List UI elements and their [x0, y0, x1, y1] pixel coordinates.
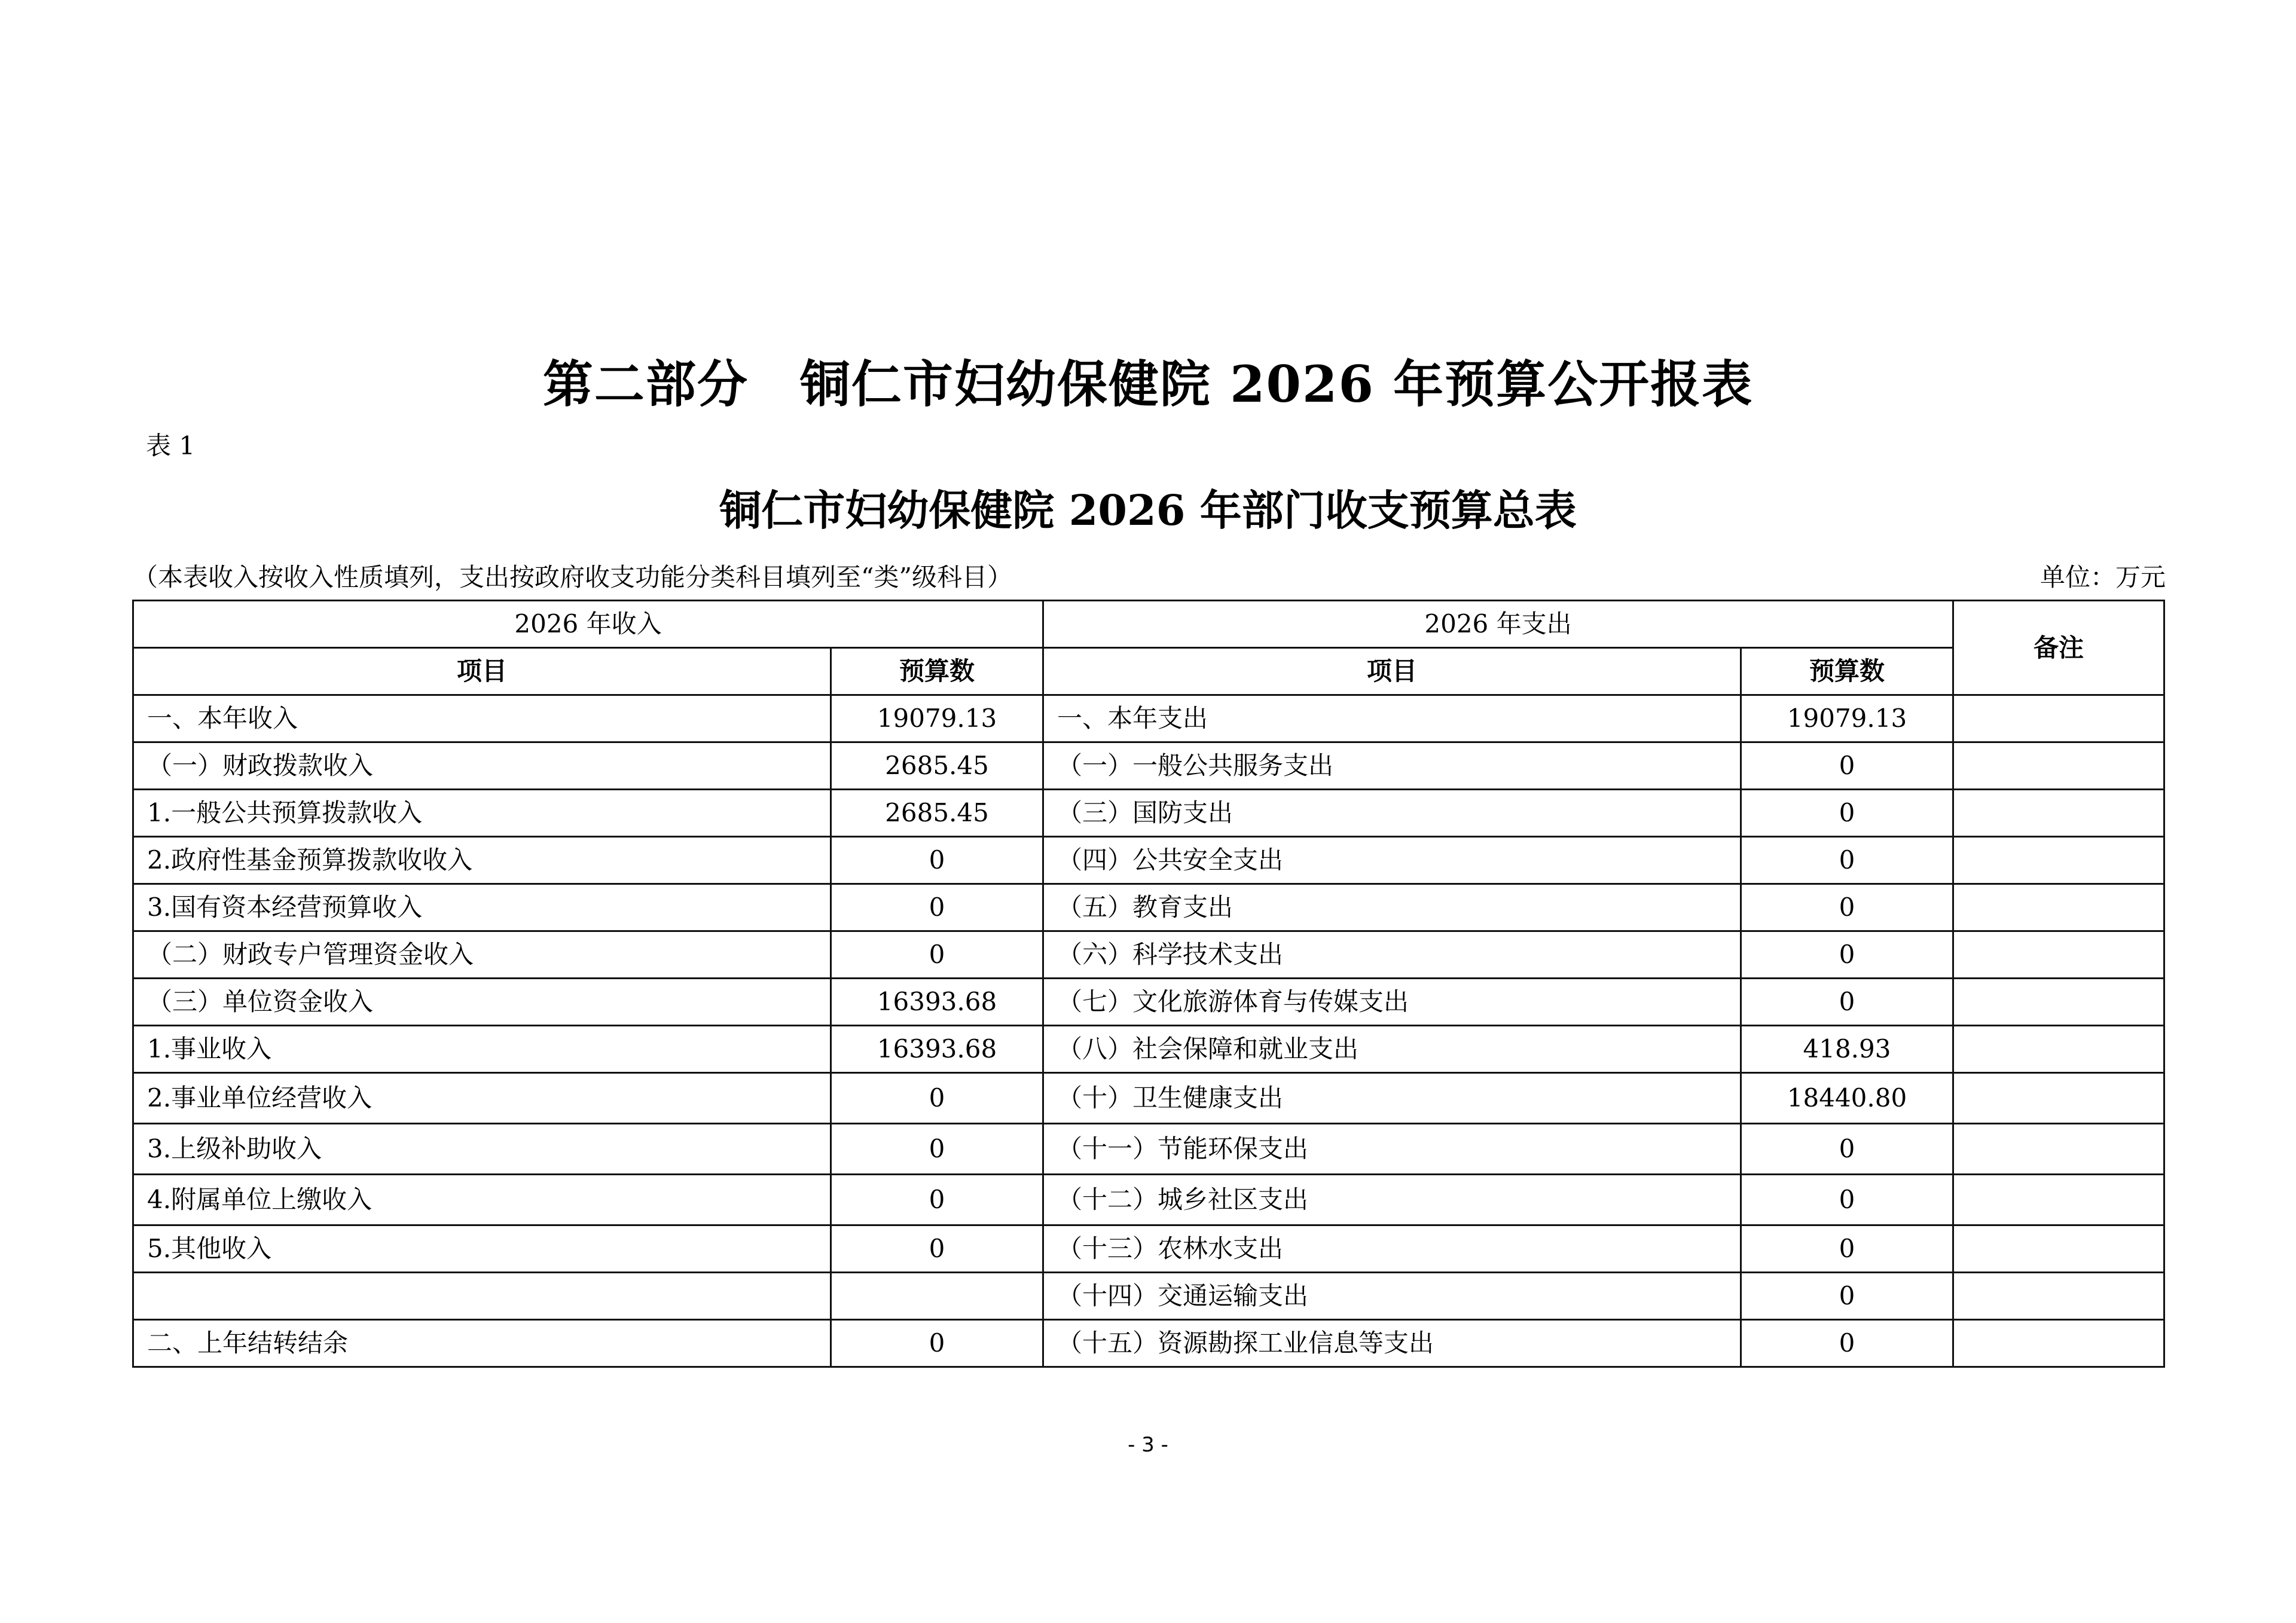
expense-item-cell: （五）教育支出: [1043, 884, 1741, 931]
page-number: - 3 -: [1128, 1433, 1168, 1457]
income-item-cell: [133, 1273, 831, 1320]
remark-cell: [1953, 695, 2164, 742]
income-amount-cell: 0: [831, 837, 1043, 884]
expense-item-cell: （十三）农林水支出: [1043, 1225, 1741, 1273]
expense-group-header: 2026 年支出: [1043, 601, 1953, 648]
income-amount-cell: 0: [831, 1225, 1043, 1273]
income-item-cell: （三）单位资金收入: [133, 979, 831, 1026]
remark-cell: [1953, 1273, 2164, 1320]
expense-item-cell: （七）文化旅游体育与传媒支出: [1043, 979, 1741, 1026]
remark-cell: [1953, 837, 2164, 884]
income-item-cell: 2.政府性基金预算拨款收收入: [133, 837, 831, 884]
income-amount-cell: 0: [831, 884, 1043, 931]
expense-item-header: 项目: [1043, 648, 1741, 695]
income-item-cell: 二、上年结转结余: [133, 1320, 831, 1367]
table-row: [133, 695, 2164, 742]
table-row: [133, 1073, 2164, 1124]
table-row: [133, 837, 2164, 884]
page-title: 第二部分 铜仁市妇幼保健院 2026 年预算公开报表: [542, 354, 1754, 414]
income-item-cell: （二）财政专户管理资金收入: [133, 931, 831, 979]
remark-cell: [1953, 1175, 2164, 1225]
income-amount-header: 预算数: [831, 648, 1043, 695]
remark-cell: [1953, 1026, 2164, 1073]
table-title: 铜仁市妇幼保健院 2026 年部门收支预算总表: [719, 485, 1577, 535]
expense-item-cell: （六）科学技术支出: [1043, 931, 1741, 979]
table-row: [133, 1273, 2164, 1320]
expense-amount-cell: 0: [1741, 742, 1953, 790]
header-row-columns: [133, 648, 2164, 695]
expense-item-cell: （十）卫生健康支出: [1043, 1073, 1741, 1124]
expense-amount-cell: 19079.13: [1741, 695, 1953, 742]
expense-amount-cell: 0: [1741, 790, 1953, 837]
income-amount-cell: 0: [831, 1320, 1043, 1367]
remark-cell: [1953, 884, 2164, 931]
header-row-group: [133, 601, 2164, 648]
expense-amount-cell: 418.93: [1741, 1026, 1953, 1073]
income-item-cell: 3.国有资本经营预算收入: [133, 884, 831, 931]
table-row: [133, 1225, 2164, 1273]
income-amount-cell: [831, 1273, 1043, 1320]
income-item-cell: 1.事业收入: [133, 1026, 831, 1073]
unit-label: 单位：万元: [2039, 563, 2166, 592]
expense-amount-cell: 0: [1741, 1175, 1953, 1225]
table-row: [133, 979, 2164, 1026]
table-row: [133, 790, 2164, 837]
expense-amount-header: 预算数: [1741, 648, 1953, 695]
expense-amount-cell: 0: [1741, 884, 1953, 931]
expense-item-cell: （十四）交通运输支出: [1043, 1273, 1741, 1320]
income-item-cell: 3.上级补助收入: [133, 1124, 831, 1175]
income-amount-cell: 2685.45: [831, 790, 1043, 837]
expense-item-cell: （三）国防支出: [1043, 790, 1741, 837]
income-amount-cell: 19079.13: [831, 695, 1043, 742]
expense-amount-cell: 0: [1741, 1124, 1953, 1175]
table-note: （本表收入按收入性质填列，支出按政府收支功能分类科目填列至“类”级科目）: [133, 563, 1012, 592]
table-label: 表 1: [146, 431, 196, 460]
remark-cell: [1953, 1073, 2164, 1124]
income-amount-cell: 0: [831, 931, 1043, 979]
income-group-header: 2026 年收入: [133, 601, 1043, 648]
income-item-cell: 1.一般公共预算拨款收入: [133, 790, 831, 837]
remark-cell: [1953, 931, 2164, 979]
income-item-cell: 2.事业单位经营收入: [133, 1073, 831, 1124]
expense-amount-cell: 0: [1741, 1225, 1953, 1273]
table-row: [133, 884, 2164, 931]
remark-cell: [1953, 790, 2164, 837]
remarks-header: 备注: [1953, 601, 2164, 695]
expense-amount-cell: 0: [1741, 1273, 1953, 1320]
income-amount-cell: 0: [831, 1124, 1043, 1175]
table-row: [133, 742, 2164, 790]
expense-item-cell: （八）社会保障和就业支出: [1043, 1026, 1741, 1073]
income-item-cell: 5.其他收入: [133, 1225, 831, 1273]
remark-cell: [1953, 979, 2164, 1026]
remark-cell: [1953, 1320, 2164, 1367]
expense-item-cell: （十五）资源勘探工业信息等支出: [1043, 1320, 1741, 1367]
expense-item-cell: （十二）城乡社区支出: [1043, 1175, 1741, 1225]
remark-cell: [1953, 742, 2164, 790]
expense-amount-cell: 0: [1741, 931, 1953, 979]
table-row: [133, 1026, 2164, 1073]
income-item-cell: （一）财政拨款收入: [133, 742, 831, 790]
income-item-cell: 4.附属单位上缴收入: [133, 1175, 831, 1225]
expense-item-cell: 一、本年支出: [1043, 695, 1741, 742]
expense-amount-cell: 0: [1741, 1320, 1953, 1367]
income-item-header: 项目: [133, 648, 831, 695]
table-row: [133, 1175, 2164, 1225]
income-amount-cell: 0: [831, 1175, 1043, 1225]
expense-item-cell: （十一）节能环保支出: [1043, 1124, 1741, 1175]
expense-amount-cell: 0: [1741, 979, 1953, 1026]
income-item-cell: 一、本年收入: [133, 695, 831, 742]
income-amount-cell: 0: [831, 1073, 1043, 1124]
table-row: [133, 931, 2164, 979]
budget-summary-table: [132, 600, 2165, 1368]
expense-item-cell: （四）公共安全支出: [1043, 837, 1741, 884]
expense-item-cell: （一）一般公共服务支出: [1043, 742, 1741, 790]
remark-cell: [1953, 1225, 2164, 1273]
expense-amount-cell: 0: [1741, 837, 1953, 884]
income-amount-cell: 16393.68: [831, 1026, 1043, 1073]
income-amount-cell: 2685.45: [831, 742, 1043, 790]
expense-amount-cell: 18440.80: [1741, 1073, 1953, 1124]
income-amount-cell: 16393.68: [831, 979, 1043, 1026]
remark-cell: [1953, 1124, 2164, 1175]
table-row: [133, 1320, 2164, 1367]
table-row: [133, 1124, 2164, 1175]
